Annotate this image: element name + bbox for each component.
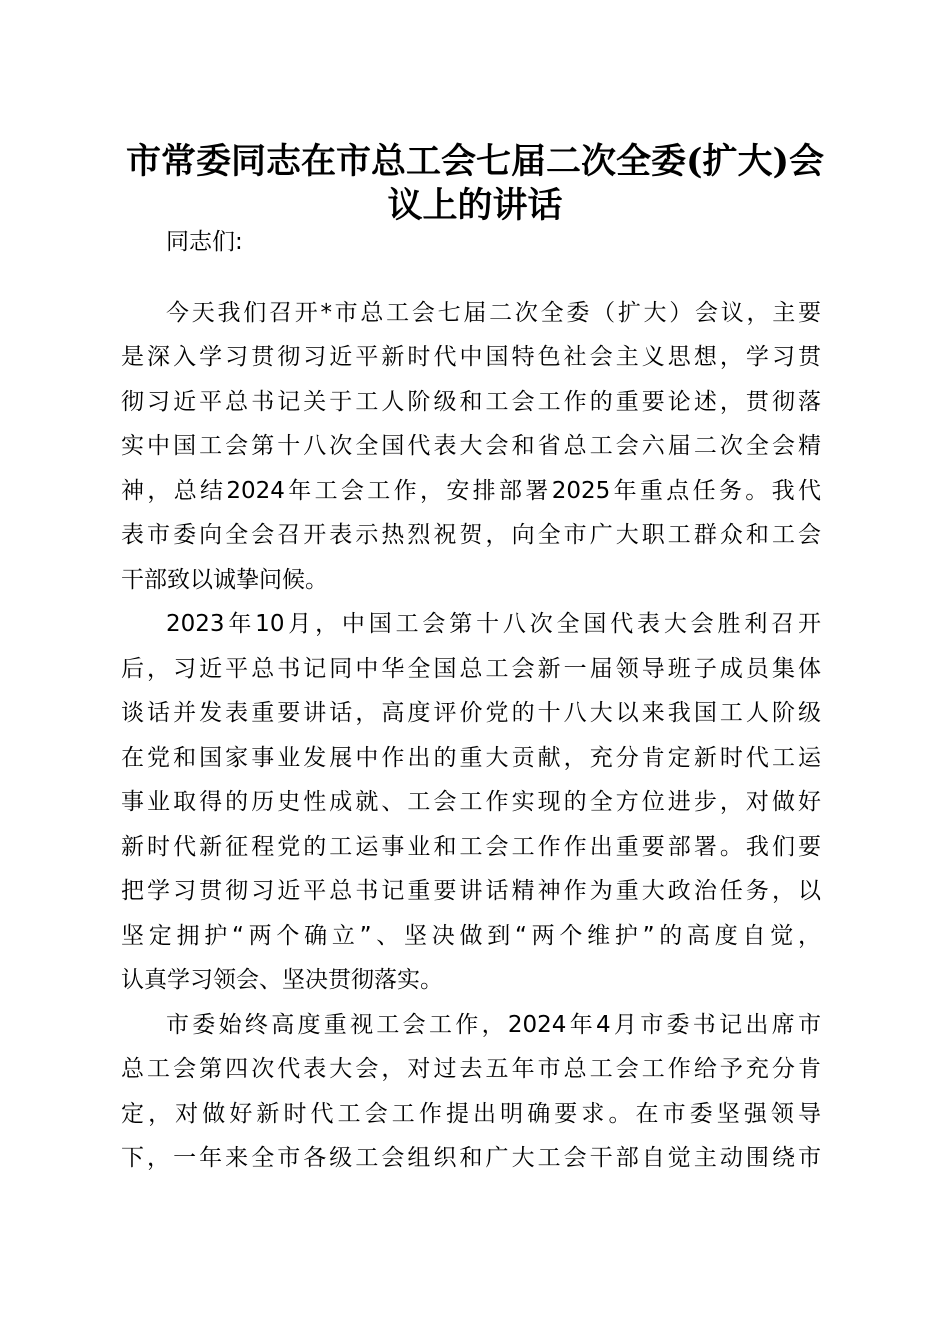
body-line: 后，习近平总书记同中华全国总工会新一届领导班子成员集体	[121, 656, 821, 682]
body-line: 谈话并发表重要讲话，高度评价党的十八大以来我国工人阶级	[121, 700, 821, 726]
body-line: 把学习贯彻习近平总书记重要讲话精神作为重大政治任务，以	[121, 878, 821, 904]
body-line: 彻习近平总书记关于工人阶级和工会工作的重要论述，贯彻落	[121, 389, 821, 415]
body-line: 下，一年来全市各级工会组织和广大工会干部自觉主动围绕市	[121, 1145, 821, 1171]
body-line: 2023年10月，中国工会第十八次全国代表大会胜利召开	[166, 611, 821, 637]
document-title-line-1: 市常委同志在市总工会七届二次全委(扩大)会	[125, 141, 825, 182]
body-line: 是深入学习贯彻习近平新时代中国特色社会主义思想，学习贯	[121, 344, 821, 370]
body-line: 坚定拥护“两个确立”、坚决做到“两个维护”的高度自觉，	[121, 923, 821, 949]
body-line: 神，总结2024年工会工作，安排部署2025年重点任务。我代	[121, 478, 821, 504]
body-line: 今天我们召开*市总工会七届二次全委（扩大）会议，主要	[166, 300, 821, 326]
body-line: 事业取得的历史性成就、工会工作实现的全方位进步，对做好	[121, 789, 821, 815]
body-line: 表市委向全会召开表示热烈祝贺，向全市广大职工群众和工会	[121, 522, 821, 548]
body-line: 市委始终高度重视工会工作，2024年4月市委书记出席市	[166, 1012, 821, 1038]
body-line: 在党和国家事业发展中作出的重大贡献，充分肯定新时代工运	[121, 745, 821, 771]
body-line: 新时代新征程党的工运事业和工会工作作出重要部署。我们要	[121, 834, 821, 860]
body-line: 总工会第四次代表大会，对过去五年市总工会工作给予充分肯	[121, 1056, 821, 1082]
body-line: 定，对做好新时代工会工作提出明确要求。在市委坚强领导	[121, 1101, 821, 1127]
body-line: 干部致以诚挚问候。	[121, 567, 328, 593]
salutation: 同志们:	[166, 229, 243, 255]
body-line: 实中国工会第十八次全国代表大会和省总工会六届二次全会精	[121, 433, 821, 459]
document-title-line-2: 议上的讲话	[387, 185, 563, 226]
body-line: 认真学习领会、坚决贯彻落实。	[121, 967, 443, 993]
